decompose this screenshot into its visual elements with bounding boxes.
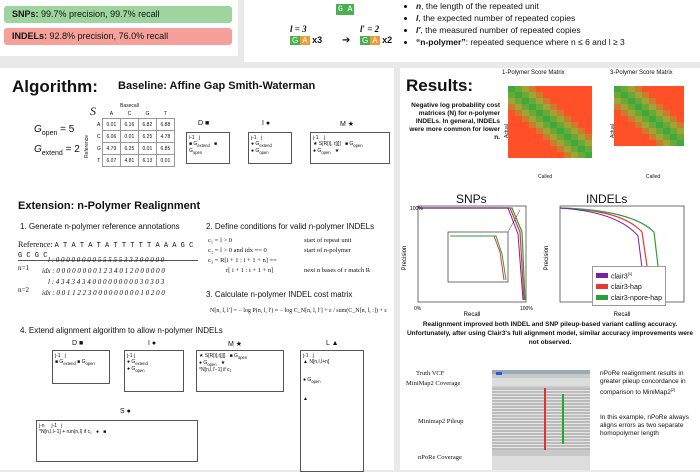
matrix-d: i-1 j ■ $G_{extend}$ ■ $G_{open}$ (186, 132, 230, 164)
igv-label-mm2-cov: MiniMap2 Coverage (406, 380, 461, 387)
repeat-diagram (284, 2, 404, 58)
snps-label: SNPs: (12, 9, 39, 19)
matrix-m: j-1 j ★ S[R[i], r[j]] ■ $G_{open}$ ● $G_{open}$ ★ (310, 132, 390, 164)
legend-clair3-hap: clair3-hap (596, 282, 662, 293)
heatmap-cell (649, 140, 656, 146)
snps-pr-chart (400, 202, 533, 322)
heatmap-cell (571, 152, 578, 158)
indels-recall-label: Recall (613, 312, 631, 318)
algorithm-heading: Algorithm: (12, 77, 98, 96)
m4-l-label: L ▲ (326, 340, 339, 347)
cost-formula: N[n, l, l′] = − log P(n, l, l′) ≈ − log C_N[n, l, l′] + ε / sum(C_N[n, l, :]) + ε (210, 308, 387, 314)
matrix-d-label: D ■ (198, 120, 210, 127)
results-panel (400, 68, 700, 470)
l3-label: l = 3 (290, 24, 307, 34)
pr-legend (592, 266, 666, 306)
m4-m-label: M ★ (228, 341, 243, 348)
igv-note-1: nPoRe realignment results in greater pileup concordance in comparison to MiniMap2[2] (600, 370, 686, 397)
heatmap-cell (550, 152, 557, 158)
heatmap-cell (621, 140, 628, 146)
matrix-i-label: I ● (262, 120, 271, 127)
matrix-m-label: M ★ (340, 121, 355, 128)
hm1-title: 1-Polymer Score Matrix (502, 70, 565, 76)
heatmap-cell (670, 140, 677, 146)
legend-clair3-npore-hap: clair3-npore-hap (596, 293, 662, 304)
heatmap-cell (529, 152, 536, 158)
igv-label-truth: Truth VCF (416, 370, 445, 377)
heatmap-cell (515, 152, 522, 158)
heatmap-cell (557, 152, 564, 158)
heatmap-cell (543, 152, 550, 158)
heatmap-cell (614, 140, 621, 146)
hm3-ylabel: Actual (609, 124, 616, 138)
heatmap-cell (677, 140, 684, 146)
n1-label: n=1 (18, 264, 29, 272)
lp2-ga: G A x2 (362, 35, 393, 45)
svg-text:0%: 0% (414, 306, 422, 312)
def-lp: • l′, the measured number of repeated copies (416, 24, 625, 36)
hm3-title: 3-Polymer Score Matrix (610, 70, 673, 76)
l-row-2: l : 4 3 4 3 4 3 4 0 0 0 0 0 0 0 0 0 3 0 3 0 3 (48, 278, 165, 286)
igv-note-2: In this example, nPoRe always aligns errors as two separate homopolymer length (600, 414, 689, 437)
heatmap-cell (628, 140, 635, 146)
legend-clair3: clair3[1] (596, 268, 662, 282)
step1: 1. Generate n-polymer reference annotations (20, 222, 180, 231)
indels-precision-label: Precision (544, 245, 550, 271)
reference-row: Reference: A T A T A T A T T T T T A A A G C G C G C (18, 240, 198, 261)
heatmap-cell (642, 140, 649, 146)
heatmap-cell (578, 152, 585, 158)
igv-label-mm2-pileup: Minimap2 Pileup (418, 418, 464, 425)
heatmap-cell (663, 140, 670, 146)
m4-matrix-i: j-1 j ● $G_{extend}$ ● $G_{open}$ (124, 350, 184, 392)
definitions-list (404, 0, 625, 48)
hm1-xlabel: Called (538, 174, 553, 180)
m4-matrix-d: j-1 j ■ $G_{extend}$ ■ $G_{open}$ (52, 350, 110, 384)
heatmap-cell (585, 152, 592, 158)
def-n: • n, the length of the repeated unit (416, 0, 625, 12)
n2-label: n=2 (18, 286, 29, 294)
igv-view (492, 370, 590, 470)
svg-text:100%: 100% (520, 306, 533, 312)
idx-row-1: idx : 0 0 0 0 0 0 0 0 1 2 3 4 0 1 2 0 0 0 0 0 0 (42, 267, 165, 275)
m4-i-label: I ● (148, 340, 157, 347)
hm1-ylabel: Actual (503, 124, 510, 138)
idx-row-2: idx : 0 0 1 1 2 2 3 0 0 0 0 0 0 0 0 0 1 0 2 0 0 (42, 289, 165, 297)
heatmap-note: Negative log probability cost matrices (N) for n-polymer INDELs. In general, INDELs were more common for lower n. (409, 102, 500, 141)
results-summary: Realignment improved both INDEL and SNP pileup-based variant calling accuracy. Unfortunately, after using Clair3's full alignment model, similar accuracy improvements were not observed. (406, 321, 694, 346)
s-matrix-label: S (90, 104, 96, 118)
step2: 2. Define conditions for valid n-polymer INDELs (206, 222, 375, 231)
heatmap-cell (536, 152, 543, 158)
snps-value: 99.7% precision, 99.7% recall (41, 9, 160, 19)
matrix-i: j-1 j ● $G_{extend}$ ● $G_{open}$ (248, 132, 292, 164)
heatmap-1-polymer (508, 86, 592, 158)
gopen-param: $G_{open} = 5$ (34, 124, 75, 137)
hm3-xlabel: Called (646, 174, 661, 180)
def-npolymer: • “n-polymer”: repeated sequence where n ≤ 6 and l ≥ 3 (416, 36, 625, 48)
igv-label-npore-cov: nPoRe Coverage (418, 454, 462, 461)
x2-label: x2 (382, 35, 393, 45)
heatmap-cell (635, 140, 642, 146)
snps-badge (4, 6, 232, 23)
indels-value: 92.8% precision, 76.0% recall (49, 31, 169, 41)
indels-label: INDELs: (12, 31, 48, 41)
def-l: • l, the expected number of repeated copies (416, 12, 625, 24)
gextend-param: $G_{extend} = 2$ (34, 144, 80, 157)
top-left-panel (0, 0, 238, 56)
snps-chart-title: SNPs (456, 192, 487, 206)
lp2-label: l′ = 2 (360, 24, 380, 34)
heatmap-cell (522, 152, 529, 158)
snps-precision-label: Precision (402, 245, 408, 271)
top-ga-badge: G A (338, 5, 353, 14)
l3-ga: G A x3 (292, 35, 323, 45)
s-matrix: A C G T A 0.01 6.16 6.82 6.88 C 6.06 0.01 6.25 4.78 G 4.79 6.25 0.01 6.85 T 6.07 4.81 6.13 0.01 (96, 110, 175, 167)
heatmap-cell (656, 140, 663, 146)
m4-matrix-l: j-1 j ▲ N[n,l,l+n] ● $G_{open}$ ▲ (300, 350, 364, 472)
arrow-icon: ➔ (342, 35, 351, 46)
m4-d-label: D ■ (72, 340, 84, 347)
step3: 3. Calculate n-polymer INDEL cost matrix (206, 290, 353, 299)
heatmap-cell (564, 152, 571, 158)
baseline-title: Baseline: Affine Gap Smith-Waterman (118, 80, 316, 92)
indels-badge (4, 28, 232, 45)
x3-label: x3 (312, 35, 323, 45)
top-definitions-panel (244, 0, 700, 62)
m4-matrix-m: ★ S[R[i],r[j]] ■ $G_{open}$ ● $G_{open}$ ★ *N[n,l,l′−1] if c₂ (196, 350, 284, 392)
heatmap-cell (508, 152, 515, 158)
algorithm-panel (0, 68, 394, 470)
s-matrix-col-header: Basecall (120, 103, 139, 109)
snps-recall-label: Recall (463, 312, 481, 318)
l-row-1: l : 0 0 0 0 0 0 0 0 5 5 5 5 5 3 3 3 0 0 0 0 0 (48, 256, 165, 264)
heatmap-3-polymer (614, 86, 684, 146)
results-heading: Results: (406, 76, 474, 95)
step4: 4. Extend alignment algorithm to allow n-polymer INDELs (20, 326, 223, 335)
m4-s-label: S ● (120, 408, 131, 415)
indels-chart-title: INDELs (586, 192, 628, 206)
extension-title: Extension: n-Polymer Realignment (18, 200, 201, 212)
conditions: c₁ = l > 0 start of repeat unit c₂ = l > 0 and idx == 0 start of n-polymer c₃ = R[i + 1 : i + 1 + n] == r[ i + 1 : i + 1 + n] next n bases of r match R (208, 237, 371, 274)
s-matrix-row-header: Reference (84, 134, 90, 158)
svg-text:100%: 100% (410, 206, 423, 212)
m4-matrix-s: j-n j-1 j *N[n,l,l−1] + run(n,l) if c₁ ● ■ (36, 420, 198, 462)
